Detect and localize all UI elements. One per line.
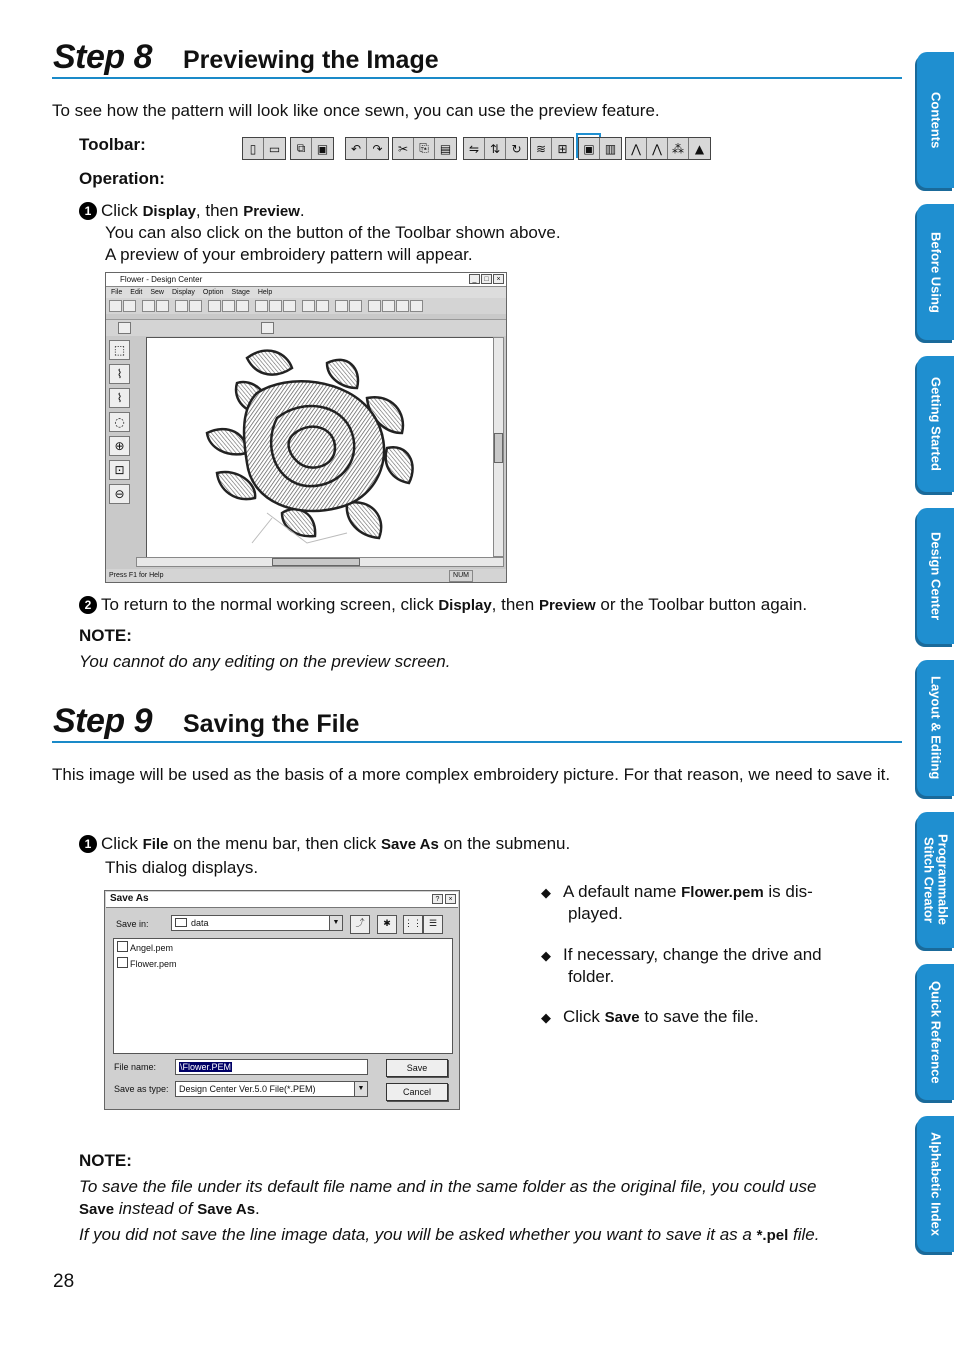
step8-item1-pre: Click: [101, 201, 143, 220]
preview-canvas: [146, 337, 494, 559]
filename-label: File name:: [114, 1062, 157, 1072]
tab-getting-started[interactable]: Getting Started: [917, 356, 954, 492]
sew-icon-3: ⁂: [668, 138, 689, 159]
vertical-scrollbar: [493, 337, 504, 557]
sew-icon-1: ⋀: [626, 138, 647, 159]
tab-contents[interactable]: Contents: [917, 52, 954, 188]
list-view-icon: ⋮⋮: [403, 915, 423, 934]
sew-icon-2: ⋀: [647, 138, 668, 159]
step8-item1-end: .: [299, 201, 305, 220]
diamond-bullet-icon: ◆: [541, 948, 551, 963]
bullet-click-save: ◆ Click Save to save the file.: [541, 1007, 759, 1026]
step9-word: Step 9: [53, 702, 153, 740]
step9-item1-end: on the submenu.: [438, 834, 571, 853]
step9-item1-saveas: Save As: [381, 836, 439, 853]
step9-note2: If you did not save the line image data, you will be asked whether you want to save it as a *.pel file.: [79, 1225, 820, 1244]
preview-icon: ▣: [579, 138, 600, 159]
folder-icon: [175, 918, 187, 927]
zoom-out-icon: ⊖: [109, 484, 130, 504]
details-view-icon: ☰: [423, 915, 443, 934]
tab-alphabetic-index[interactable]: Alphabetic Index: [917, 1116, 954, 1252]
file-name-angel: Angel.pem: [130, 943, 174, 953]
menu-sew: Sew: [150, 289, 164, 296]
line-tool-icon: ⌇: [109, 388, 130, 408]
sew-icon-4: ▲: [694, 141, 705, 156]
save-in-value: data: [191, 918, 209, 928]
stitch-icon: ≋: [531, 138, 552, 159]
toolbar-label: Toolbar:: [79, 135, 146, 154]
chevron-down-icon: ▼: [329, 916, 342, 930]
step9-note1-line2: Save instead of Save As.: [79, 1199, 260, 1218]
file-list-item: [114, 939, 452, 957]
save-in-dropdown: [171, 915, 343, 931]
filename-field: [175, 1059, 368, 1075]
step9-item1-mid: on the menu bar, then click: [168, 834, 382, 853]
maximize-icon: □: [481, 274, 492, 284]
step8-item2-end: or the Toolbar button again.: [595, 595, 808, 614]
step8-word: Step 8: [53, 38, 153, 76]
step9-rule: [52, 741, 902, 743]
toolbar-group-display: [530, 137, 574, 160]
open-file-icon: ▭: [268, 141, 281, 156]
rotate-icon: ↻: [511, 141, 522, 156]
preview-window-menubar: [106, 287, 506, 298]
new-file-icon: ▯: [243, 138, 264, 159]
step9-item1-number: 1: [79, 835, 97, 853]
step8-rule: [52, 77, 902, 79]
tab-design-center[interactable]: Design Center: [917, 508, 954, 644]
close-icon: ×: [445, 894, 456, 904]
step8-item2-number: 2: [79, 596, 97, 614]
tab-quick-reference[interactable]: Quick Reference: [917, 964, 954, 1100]
operation-label: Operation:: [79, 169, 165, 188]
minimize-icon: _: [469, 274, 480, 284]
step8-item1-number: 1: [79, 202, 97, 220]
bullet-change-drive: ◆ If necessary, change the drive and: [541, 945, 822, 964]
mirror-horizontal-icon: ⇋: [464, 138, 485, 159]
toolbar-group-file: [242, 137, 286, 160]
zoom-in-icon: ⊕: [109, 436, 130, 456]
page-number: 28: [53, 1271, 75, 1292]
toolbar-group-undo: [345, 137, 389, 160]
preview-window-screenshot: [105, 272, 507, 583]
menu-edit: Edit: [130, 289, 143, 296]
step9-item1-file: File: [142, 836, 169, 853]
file-name-flower: Flower.pem: [130, 959, 177, 969]
file-list-item: [114, 957, 452, 971]
step8-item1-line3: A preview of your embroidery pattern will appear.: [105, 245, 473, 264]
file-icon: [117, 941, 128, 952]
redo-icon: ↷: [372, 141, 383, 156]
menu-stage: Stage: [231, 289, 250, 296]
horizontal-scrollbar: [136, 557, 504, 567]
menu-help: Help: [257, 289, 273, 296]
toolbar-group-sew: [625, 137, 711, 160]
copy-icon: ⎘: [414, 138, 435, 159]
filename-value: \Flower.PEM: [180, 1062, 232, 1072]
chevron-down-icon: ▼: [354, 1082, 367, 1096]
step8-item2-preview: Preview: [538, 597, 596, 614]
tab-layout-editing[interactable]: Layout & Editing: [917, 660, 954, 796]
status-bar: [106, 569, 506, 582]
diamond-bullet-icon: ◆: [541, 1010, 551, 1025]
rose-embroidery-image: [147, 338, 493, 558]
status-num: NUM: [449, 570, 473, 582]
menu-display: Display: [171, 289, 195, 296]
save-type-label: Save as type:: [114, 1084, 169, 1094]
tab-before-using[interactable]: Before Using: [917, 204, 954, 340]
toolbar-group-edit: [392, 137, 457, 160]
dialog-cancel-button: Cancel: [386, 1083, 448, 1101]
draw-tool-icon: ⌇: [109, 364, 130, 384]
save-type-value: Design Center Ver.5.0 File(*.PEM): [179, 1084, 316, 1094]
preview-tool-column: [109, 340, 130, 508]
step8-item2: [79, 594, 807, 617]
step8-title: Previewing the Image: [183, 46, 439, 74]
undo-icon: ↶: [346, 138, 367, 159]
save-icon: ▣: [316, 141, 329, 156]
step9-intro: This image will be used as the basis of a more complex embroidery picture. For that reason, we need to save it.: [52, 765, 891, 784]
step9-item1-pre: Click: [101, 834, 143, 853]
diamond-bullet-icon: ◆: [541, 885, 551, 900]
zoom-fit-icon: ⊡: [109, 460, 130, 480]
menu-file: File: [111, 289, 123, 296]
realistic-preview-icon: ▥: [604, 141, 617, 156]
import-icon: ⧉: [291, 138, 312, 159]
preview-window-titlebar: [106, 273, 506, 287]
step9-title: Saving the File: [183, 710, 360, 738]
step9-note1-line1: To save the file under its default file name and in the same folder as the original file, you could use: [79, 1177, 817, 1196]
save-as-title: Save As: [110, 893, 149, 904]
step8-item1: [79, 200, 305, 223]
toolbar-group-save: [290, 137, 334, 160]
step8-item2-pre: To return to the normal working screen, click: [101, 595, 439, 614]
grid-icon: ⊞: [557, 141, 568, 156]
step8-item1-display: Display: [142, 203, 196, 220]
save-type-dropdown: [175, 1081, 368, 1097]
step8-intro: To see how the pattern will look like once sewn, you can use the preview feature.: [52, 101, 660, 120]
step8-note-text: You cannot do any editing on the preview screen.: [79, 652, 451, 671]
save-in-label: Save in:: [116, 919, 149, 929]
select-tool-icon: ⬚: [109, 340, 130, 360]
cut-icon: ✂: [393, 138, 414, 159]
save-as-dialog-screenshot: [104, 890, 460, 1110]
dialog-save-button: Save: [386, 1059, 448, 1077]
fill-tool-icon: ◌: [109, 412, 130, 432]
step8-item1-line2: You can also click on the button of the Toolbar shown above.: [105, 223, 561, 242]
step8-item2-display: Display: [438, 597, 492, 614]
preview-window-title: Flower - Design Center: [120, 275, 203, 284]
toolbar-group-preview: [578, 137, 622, 160]
paste-icon: ▤: [439, 141, 452, 156]
bullet-change-drive-line2: folder.: [568, 967, 615, 986]
step9-item1: [79, 833, 570, 856]
step8-item1-preview: Preview: [243, 203, 300, 220]
tab-programmable-stitch-creator[interactable]: Programmable Stitch Creator: [917, 812, 954, 948]
file-icon: [117, 957, 128, 968]
step8-note-label: NOTE:: [79, 626, 132, 645]
step8-item2-mid: , then: [491, 595, 539, 614]
file-list: [113, 938, 453, 1054]
help-icon: ?: [432, 894, 443, 904]
status-text: Press F1 for Help: [109, 572, 164, 579]
toolbar-group-transform: [463, 137, 528, 160]
new-folder-icon: ✱: [377, 915, 397, 934]
step8-item1-mid: , then: [195, 201, 244, 220]
step9-note-label: NOTE:: [79, 1151, 132, 1170]
menu-option: Option: [202, 289, 224, 296]
bullet-default-name: ◆ A default name Flower.pem is dis-: [541, 882, 813, 901]
mirror-vertical-icon: ⇅: [485, 138, 506, 159]
preview-window-toolbar: [106, 298, 506, 314]
close-icon: ×: [493, 274, 504, 284]
up-folder-icon: ⤴: [350, 915, 370, 934]
bullet-default-name-line2: played.: [568, 904, 623, 923]
step9-item1-line2: This dialog displays.: [105, 858, 259, 877]
